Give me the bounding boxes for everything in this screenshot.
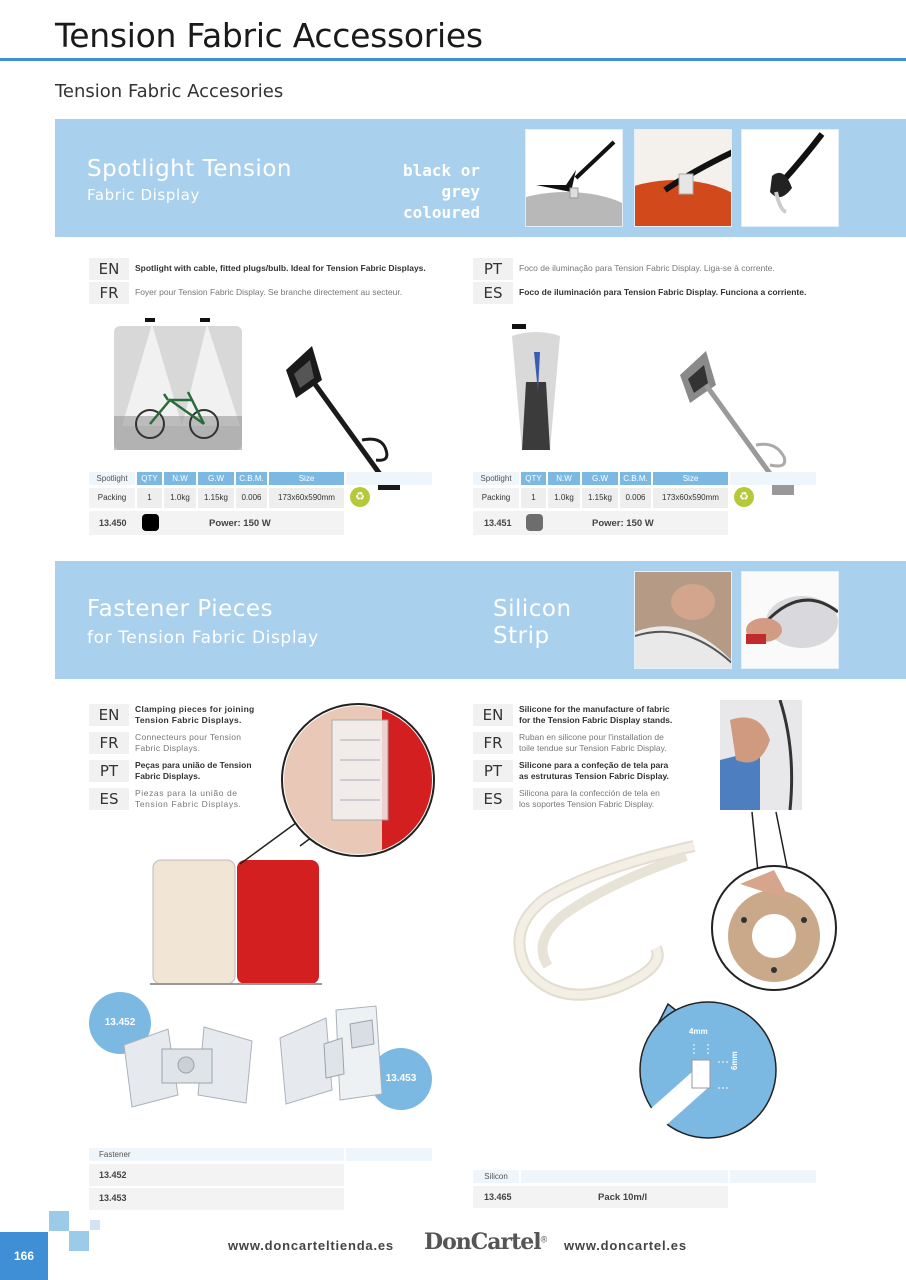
silicon-desc-es-line1: Silicona para la confección de tela en — [519, 788, 660, 798]
color-note — [362, 160, 480, 223]
silicon-desc-es — [519, 788, 709, 810]
bubble-13452: 13.452 — [89, 992, 151, 1054]
spotlight-heading: Spotlight Tension — [87, 156, 292, 182]
spec-header-label-2: Spotlight — [473, 472, 519, 485]
lang-code-pt: PT — [473, 760, 513, 782]
silicon-pack: Pack 10m/l — [598, 1192, 648, 1203]
lang-code-fr: FR — [89, 732, 129, 754]
spec-qty-1: 1 — [137, 488, 162, 508]
lang-code-pt: PT — [473, 258, 513, 280]
logo-text: DonCartel — [424, 1229, 541, 1255]
spec-size-2: 173x60x590mm — [653, 488, 728, 508]
silicon-table-spacer — [730, 1170, 816, 1183]
silicon-desc-pt-line1: Silicone para a confeção de tela para — [519, 760, 669, 770]
page-title: Tension Fabric Accessories — [55, 16, 483, 55]
spec-header-spacer-2 — [730, 472, 816, 485]
fastener-desc-es-line2: Tension Fabric Displays. — [135, 799, 242, 809]
spec-nw-1: 1.0kg — [164, 488, 196, 508]
spec-row-label-2: Packing — [473, 488, 519, 508]
silicon-hand-photo — [720, 700, 802, 810]
spec-gw-1: 1.15kg — [198, 488, 234, 508]
fastener-heading: Fastener Pieces — [87, 596, 274, 622]
silicon-code: 13.465 — [484, 1192, 512, 1202]
fastener-row-1 — [89, 1164, 344, 1186]
spotlight-subheading: Fabric Display — [87, 186, 201, 204]
spec-gw-2: 1.15kg — [582, 488, 618, 508]
eco-badge-icon: ♻ — [350, 487, 370, 507]
lang-code-en: EN — [89, 704, 129, 726]
fastener-desc-en-line1: Clamping pieces for joining — [135, 704, 255, 714]
title-rule — [0, 58, 906, 61]
fastener-desc-en-line2: Tension Fabric Displays. — [135, 715, 242, 725]
fastener-desc-fr-line2: Fabric Displays. — [135, 743, 201, 753]
tension-tower-illustration — [506, 322, 566, 452]
silicon-desc-es-line2: los soportes Tension Fabric Display. — [519, 799, 655, 809]
silicon-desc-fr — [519, 732, 709, 754]
product-code: 13.451 — [484, 518, 512, 528]
spec-header-nw-2: N.W — [548, 472, 580, 485]
spec-header-spacer-1 — [346, 472, 432, 485]
power-label: Power: 150 W — [592, 518, 654, 529]
silicon-desc-pt — [519, 760, 709, 782]
silicon-profile-callout — [638, 1000, 778, 1140]
black-swatch — [142, 514, 159, 531]
footer-square — [69, 1231, 89, 1251]
spec-cbm-2: 0.006 — [620, 488, 651, 508]
spec-size-1: 173x60x590mm — [269, 488, 344, 508]
power-label: Power: 150 W — [209, 518, 271, 529]
grey-swatch — [526, 514, 543, 531]
lang-code-en: EN — [473, 704, 513, 726]
spotlight-photo-3 — [741, 129, 839, 227]
silicon-photo-2 — [741, 571, 839, 669]
color-note-line2: coloured — [402, 203, 480, 222]
doncartel-logo — [424, 1229, 547, 1255]
fastener-clip-13453 — [276, 1004, 406, 1108]
silicon-callout-circle — [710, 810, 840, 992]
lang-code-es: ES — [89, 788, 129, 810]
spotlight-photo-1 — [525, 129, 623, 227]
silicon-table-header-fill — [521, 1170, 728, 1183]
footer-square — [49, 1211, 69, 1231]
fastener-code-1: 13.452 — [99, 1170, 127, 1180]
page-number: 166 — [0, 1232, 48, 1280]
tension-display-illustration — [112, 316, 244, 452]
fastener-row-2 — [89, 1188, 344, 1210]
spotlight-photo-2 — [634, 129, 732, 227]
spec-header-size-1: Size — [269, 472, 344, 485]
fastener-desc-es-line1: Piezas para la união de — [135, 788, 238, 798]
spec-header-size-2: Size — [653, 472, 728, 485]
color-note-line1: black or grey — [402, 161, 480, 201]
registered-mark: ® — [540, 1234, 548, 1245]
silicon-photo-1 — [634, 571, 732, 669]
lang-code-pt: PT — [89, 760, 129, 782]
spec-cbm-1: 0.006 — [236, 488, 267, 508]
fastener-desc-fr-line1: Connecteurs pour Tension — [135, 732, 242, 742]
fastener-code-2: 13.453 — [99, 1193, 127, 1203]
spec-header-qty-2: QTY — [521, 472, 546, 485]
spotlight-desc-pt: Foco de iluminação para Tension Fabric Display. Liga-se à corrente. — [519, 263, 775, 273]
lang-code-es: ES — [473, 788, 513, 810]
silicon-desc-en — [519, 704, 709, 726]
dim-height-label: 6mm — [730, 1051, 739, 1070]
silicon-desc-fr-line2: toile tendue sur Tension Fabric Display. — [519, 743, 667, 753]
spec-row-label-1: Packing — [89, 488, 135, 508]
fastener-table-header: Fastener — [89, 1148, 344, 1161]
fastener-desc-pt-line1: Peças para união de Tension — [135, 760, 252, 770]
spec-header-gw-2: G.W — [582, 472, 618, 485]
spec-nw-2: 1.0kg — [548, 488, 580, 508]
silicon-heading-line2: Strip — [493, 623, 550, 649]
fastener-clip-13452 — [118, 1015, 258, 1115]
fastener-subheading: for Tension Fabric Display — [87, 628, 319, 648]
spec-qty-2: 1 — [521, 488, 546, 508]
silicon-desc-en-line1: Silicone for the manufacture of fabric — [519, 704, 670, 714]
eco-badge-icon: ♻ — [734, 487, 754, 507]
spotlight-desc-en: Spotlight with cable, fitted plugs/bulb. Ideal for Tension Fabric Displays. — [135, 263, 426, 273]
product-code: 13.450 — [99, 518, 127, 528]
silicon-heading-line1: Silicon — [493, 596, 572, 622]
spotlight-desc-fr: Foyer pour Tension Fabric Display. Se branche directement au secteur. — [135, 287, 403, 297]
spec-header-cbm-1: C.B.M. — [236, 472, 267, 485]
dim-width-label: 4mm — [689, 1027, 708, 1036]
fastener-desc-pt-line2: Fabric Displays. — [135, 771, 201, 781]
spec-header-cbm-2: C.B.M. — [620, 472, 651, 485]
lang-code-fr: FR — [89, 282, 129, 304]
section-subtitle: Tension Fabric Accesories — [55, 81, 284, 102]
bubble-13453: 13.453 — [370, 1048, 432, 1110]
spec-header-label-1: Spotlight — [89, 472, 135, 485]
lang-code-es: ES — [473, 282, 513, 304]
footer-square — [90, 1220, 100, 1230]
silicon-desc-pt-line2: as estruturas Tension Fabric Display. — [519, 771, 669, 781]
footer-url-right[interactable]: www.doncartel.es — [564, 1238, 687, 1253]
silicon-desc-fr-line1: Ruban en silicone pour l'installation de — [519, 732, 664, 742]
spec-header-gw-1: G.W — [198, 472, 234, 485]
footer-url-left[interactable]: www.doncarteltienda.es — [228, 1238, 394, 1253]
silicon-strip-illustration — [506, 838, 706, 1018]
lang-code-fr: FR — [473, 732, 513, 754]
spec-header-qty-1: QTY — [137, 472, 162, 485]
spec-header-nw-1: N.W — [164, 472, 196, 485]
fastener-display-illustration — [150, 700, 440, 990]
silicon-table-header: Silicon — [473, 1170, 519, 1183]
lang-code-en: EN — [89, 258, 129, 280]
silicon-desc-en-line2: for the Tension Fabric Display stands. — [519, 715, 673, 725]
spotlight-desc-es: Foco de iluminación para Tension Fabric Display. Funciona a corriente. — [519, 287, 807, 297]
fastener-table-spacer — [346, 1148, 432, 1161]
